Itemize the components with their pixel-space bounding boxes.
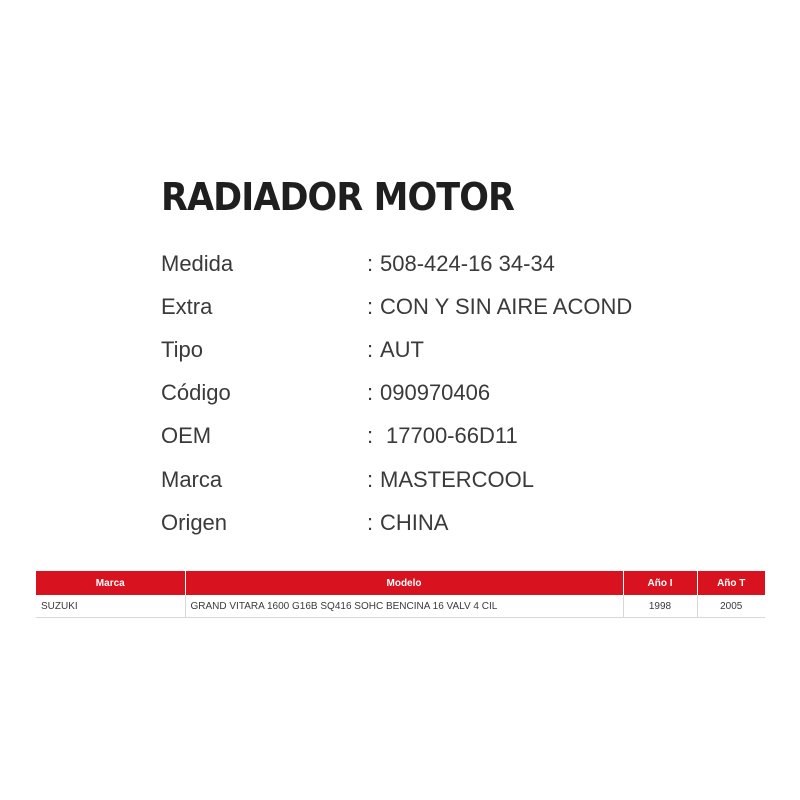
product-spec-block: [161, 172, 721, 544]
spec-colon: :: [367, 250, 374, 276]
cell-modelo: GRAND VITARA 1600 G16B SQ416 SOHC BENCINA 16 VALV 4 CIL: [185, 595, 623, 618]
spec-row-origen: [161, 501, 721, 544]
spec-label: Tipo: [161, 336, 203, 362]
spec-colon: :: [367, 466, 374, 492]
spec-value: 508-424-16 34-34: [380, 250, 555, 276]
spec-colon: :: [367, 423, 374, 449]
spec-row-medida: [161, 242, 721, 285]
column-header-modelo[interactable]: Modelo: [185, 571, 623, 595]
spec-colon: :: [367, 336, 374, 362]
spec-value: 090970406: [380, 380, 491, 406]
cell-anio-i: 1998: [623, 595, 697, 618]
column-header-marca[interactable]: Marca: [36, 571, 185, 595]
spec-row-codigo: [161, 372, 721, 415]
spec-row-tipo: [161, 328, 721, 371]
spec-value: CHINA: [380, 509, 449, 535]
spec-label: Medida: [161, 250, 234, 276]
spec-colon: :: [367, 380, 374, 406]
cell-anio-t: 2005: [697, 595, 765, 618]
spec-value: MASTERCOOL: [380, 466, 535, 492]
spec-row-extra: [161, 285, 721, 328]
cell-marca: SUZUKI: [36, 595, 185, 618]
spec-list: [161, 242, 721, 544]
column-header-anio-t[interactable]: Año T: [697, 571, 765, 595]
spec-row-oem: [161, 415, 721, 458]
product-title: RADIADOR MOTOR: [161, 175, 515, 219]
table-row: [36, 595, 765, 618]
spec-label: Extra: [161, 293, 213, 319]
spec-label: OEM: [161, 423, 212, 449]
spec-value: 17700-66D11: [386, 423, 518, 449]
applications-table: [36, 571, 765, 618]
spec-label: Marca: [161, 466, 223, 492]
column-header-anio-i[interactable]: Año I: [623, 571, 697, 595]
spec-row-marca: [161, 458, 721, 501]
spec-label: Código: [161, 380, 231, 406]
spec-colon: :: [367, 293, 374, 319]
spec-colon: :: [367, 509, 374, 535]
spec-value: CON Y SIN AIRE ACOND: [380, 293, 633, 319]
table-header-row: [36, 571, 765, 595]
spec-value: AUT: [380, 336, 424, 362]
spec-label: Origen: [161, 509, 228, 535]
